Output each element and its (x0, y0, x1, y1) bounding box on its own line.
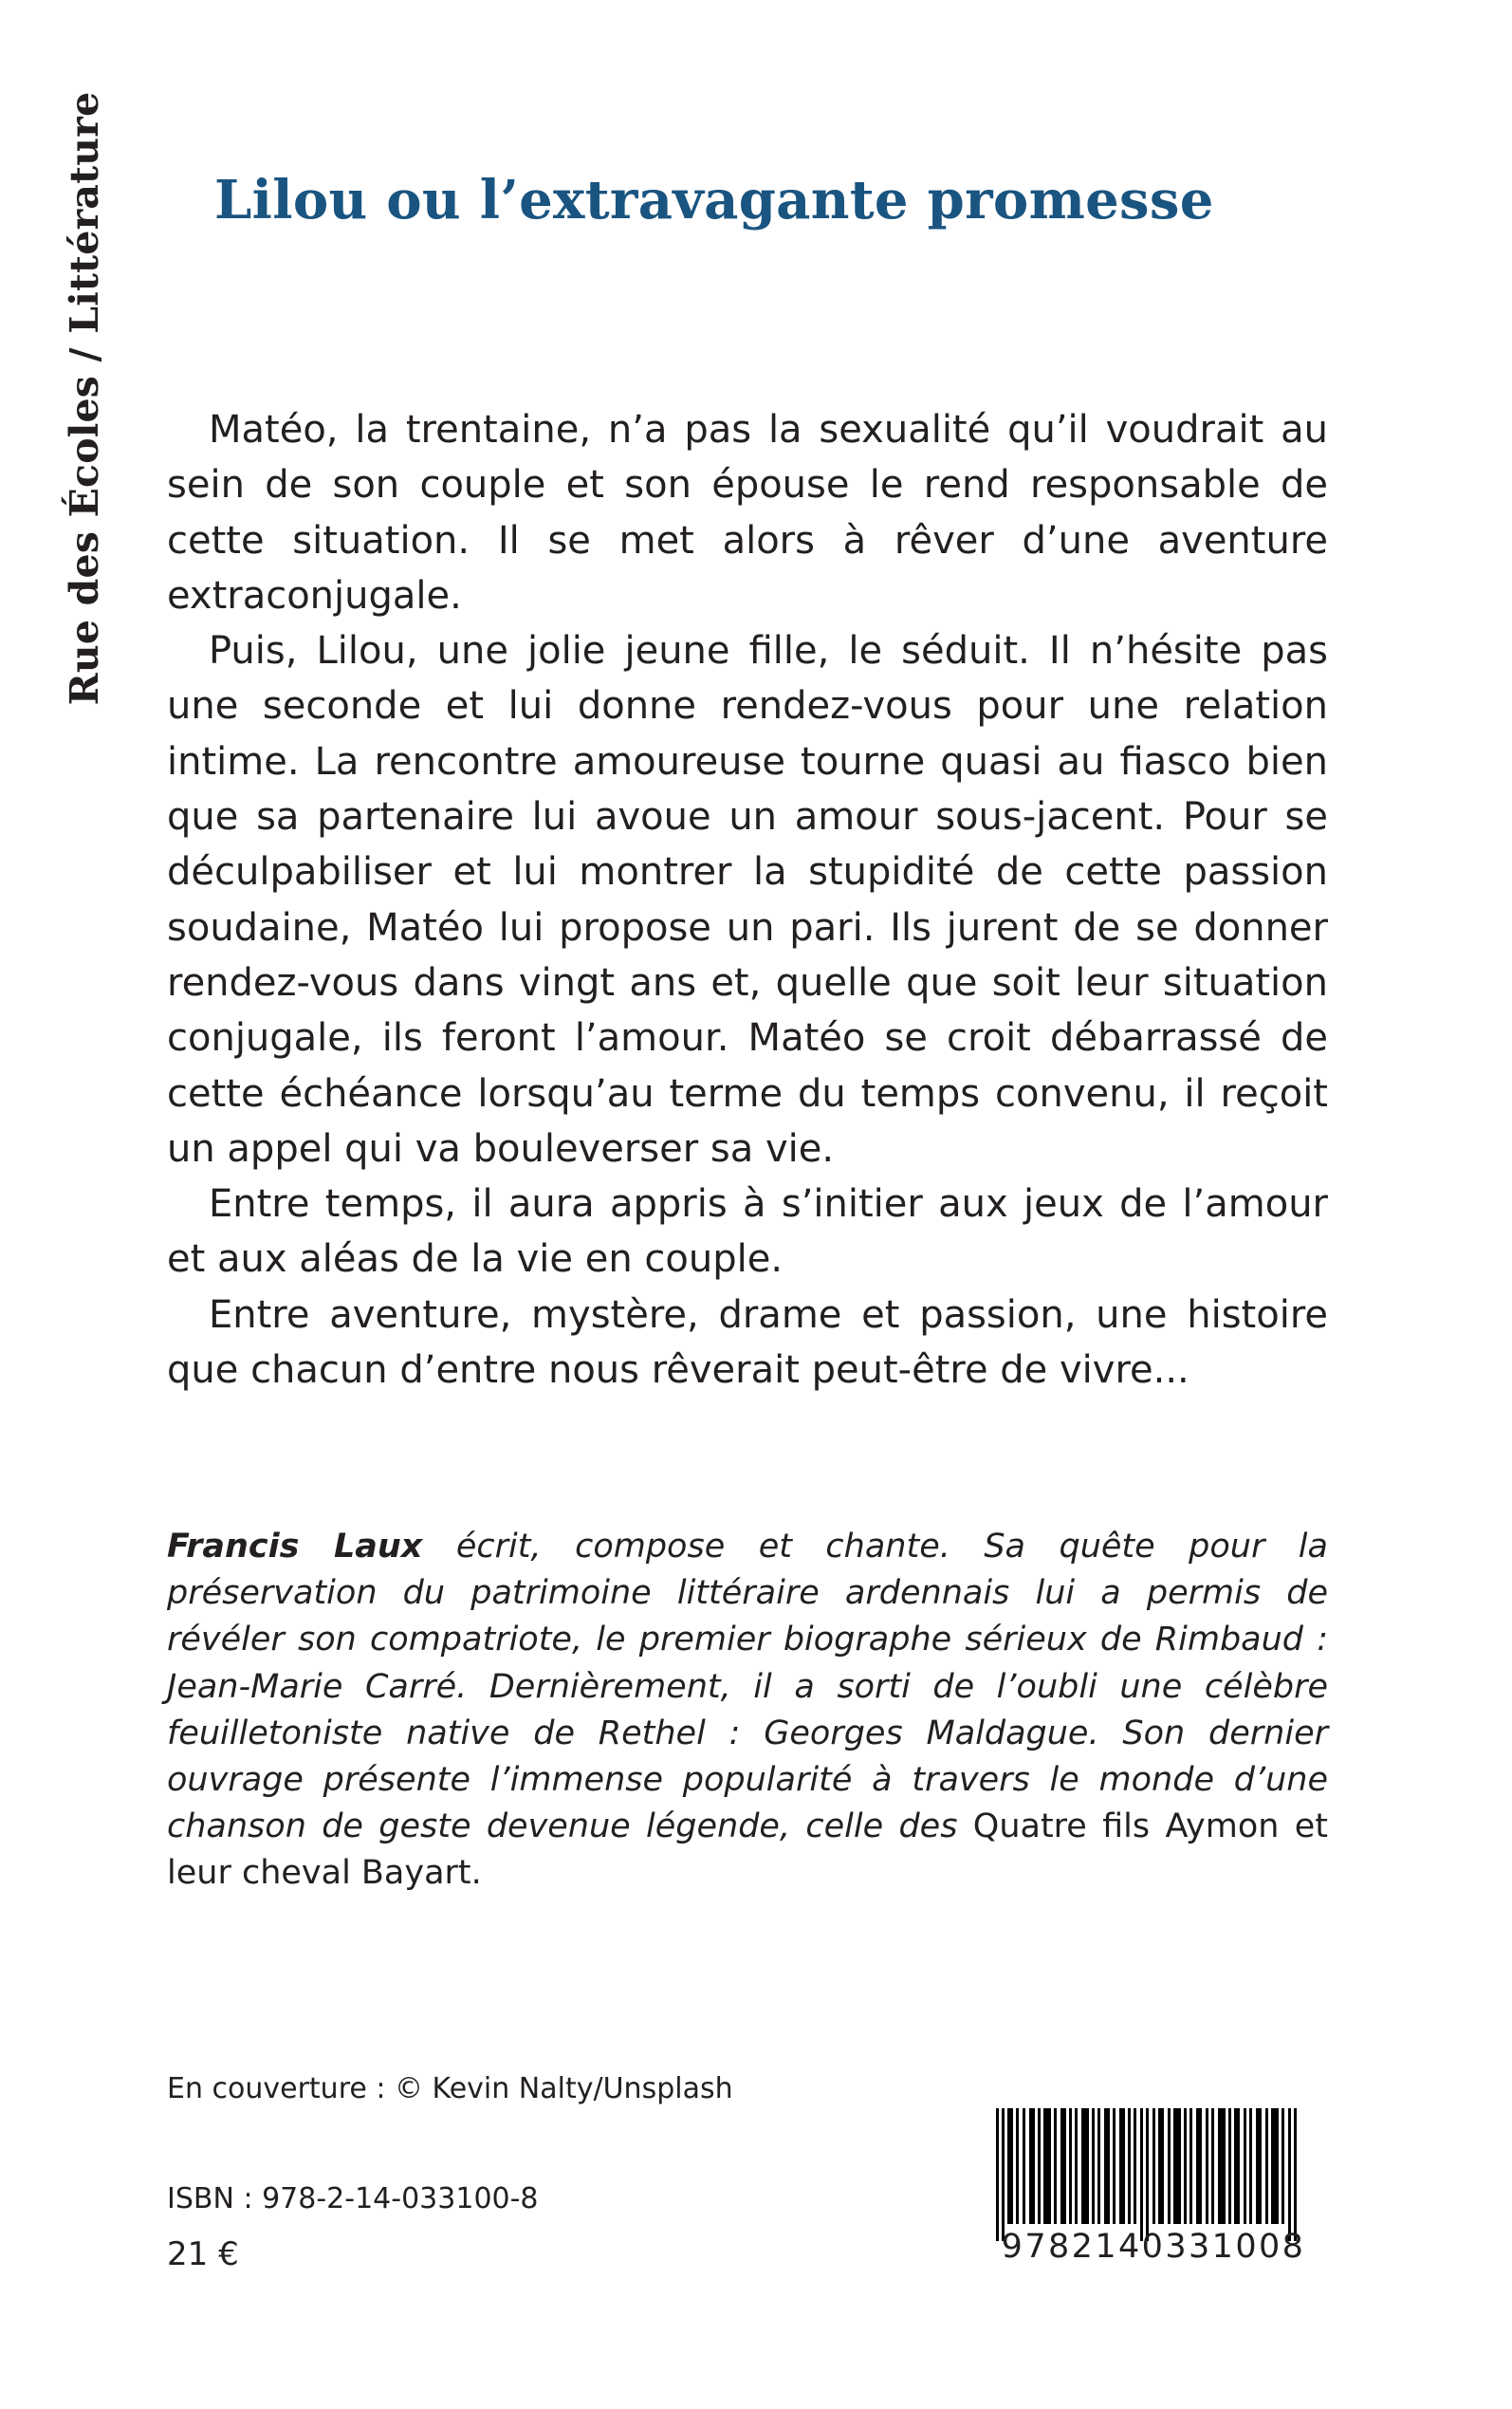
bio-text: écrit, compose et chante. Sa quête pour la préservation du patrimoine littéraire ardennais lui a permis de révéler son compatriote, le premier biographe sérieux de Rimbaud : Jean-Marie Carré. Dernièrement, il a sorti de l’oubli une célèbre feuilletoniste native de Rethel : Georges Maldague. Son dernier ouvrage présente l’immense popularité à travers le monde d’une chanson de geste devenue légende, celle des (167, 1528, 1328, 1846)
summary-paragraph: Matéo, la trentaine, n’a pas la sexualité qu’il voudrait au sein de son couple et son épouse le rend responsable de cette situation. Il se met alors à rêver d’une aventure extraconjugale. (167, 408, 1328, 618)
price: 21 € (167, 2235, 239, 2273)
book-title: Lilou ou l’extravagante promesse (214, 169, 1214, 232)
author-bio (167, 1524, 1328, 1898)
collection-label: Rue des Écoles / Littérature (62, 91, 107, 706)
cover-credit: En couverture : © Kevin Nalty/Unsplash (167, 2072, 733, 2105)
barcode (979, 2108, 1328, 2270)
spine-collection (61, 91, 108, 706)
summary-paragraph: Entre temps, il aura appris à s’initier aux jeux de l’amour et aux aléas de la vie en couple. (167, 1182, 1328, 1282)
summary-paragraph: Puis, Lilou, une jolie jeune fille, le séduit. Il n’hésite pas une seconde et lui donne rendez-vous pour une relation intime. La rencontre amoureuse tourne quasi au fiasco bien que sa partenaire lui avoue un amour sous-jacent. Pour se déculpabiliser et lui montrer la stupidité de cette passion soudaine, Matéo lui propose un pari. Ils jurent de se donner rendez-vous dans vingt ans et, quelle que soit leur situation conjugale, ils feront l’amour. Matéo se croit débarrassé de cette échéance lorsqu’au terme du temps convenu, il reçoit un appel qui va bouleverser sa vie. (167, 629, 1328, 1171)
author-name: Francis Laux (167, 1528, 423, 1566)
barcode-digits: 9782140331008 (1001, 2228, 1306, 2266)
summary-paragraph: Entre aventure, mystère, drame et passion, une histoire que chacun d’entre nous rêverait peut-être de vivre... (167, 1292, 1328, 1393)
bio-work-title: Quatre fils Aymon et leur cheval Bayart. (167, 1807, 1328, 1893)
summary (167, 402, 1328, 1398)
isbn: ISBN : 978-2-14-033100-8 (167, 2182, 539, 2215)
